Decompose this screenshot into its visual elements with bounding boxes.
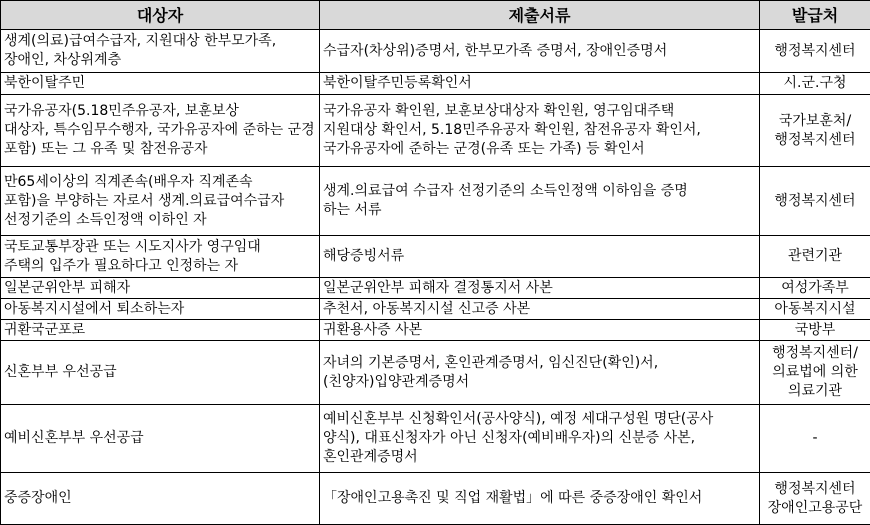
issuer-cell: 아동복지시설	[760, 299, 870, 320]
issuer-cell: 행정복지센터/ 의료법에 의한 의료기관	[760, 341, 870, 405]
issuer-cell: 행정복지센터	[760, 167, 870, 236]
target-cell: 귀환국군포로	[1, 320, 320, 341]
issuer-cell: -	[760, 405, 870, 473]
target-cell: 생계(의료)급여수급자, 지원대상 한부모가족, 장애인, 차상위계층	[1, 30, 320, 73]
documents-cell: 자녀의 기본증명서, 혼인관계증명서, 임신진단(확인)서, (친양자)입양관계증명서	[320, 341, 760, 405]
table-row	[1, 473, 870, 525]
table-row	[1, 167, 870, 236]
target-cell: 중증장애인	[1, 473, 320, 525]
issuer-cell: 여성가족부	[760, 278, 870, 299]
issuer-cell: 행정복지센터 장애인고용공단	[760, 473, 870, 525]
target-cell: 북한이탈주민	[1, 73, 320, 95]
target-cell: 일본군위안부 피해자	[1, 278, 320, 299]
header-documents: 제출서류	[320, 1, 760, 30]
target-cell: 신혼부부 우선공급	[1, 341, 320, 405]
documents-cell: 귀환용사증 사본	[320, 320, 760, 341]
documents-cell: 국가유공자 확인원, 보훈보상대상자 확인원, 영구임대주택 지원대상 확인서, 5.18민주유공자 확인원, 참전유공자 확인서, 국가유공자에 준하는 군경(유족 또는 가족) 등 확인서	[320, 95, 760, 167]
issuer-cell: 시.군.구청	[760, 73, 870, 95]
table-row	[1, 341, 870, 405]
table-row	[1, 405, 870, 473]
issuer-cell: 국가보훈처/ 행정복지센터	[760, 95, 870, 167]
header-issuer: 발급처	[760, 1, 870, 30]
target-cell: 예비신혼부부 우선공급	[1, 405, 320, 473]
documents-cell: 예비신혼부부 신청확인서(공사양식), 예정 세대구성원 명단(공사 양식), 대표신청자가 아닌 신청자(예비배우자)의 신분증 사본, 혼인관계증명서	[320, 405, 760, 473]
issuer-cell: 행정복지센터	[760, 30, 870, 73]
issuer-cell: 관련기관	[760, 236, 870, 278]
documents-cell: 생계.의료급여 수급자 선정기준의 소득인정액 이하임을 증명 하는 서류	[320, 167, 760, 236]
target-cell: 국토교통부장관 또는 시도지사가 영구임대 주택의 입주가 필요하다고 인정하는 자	[1, 236, 320, 278]
table-row	[1, 320, 870, 341]
table-row	[1, 236, 870, 278]
table-row	[1, 278, 870, 299]
table-row	[1, 73, 870, 95]
documents-cell: 추천서, 아동복지시설 신고증 사본	[320, 299, 760, 320]
documents-cell: 일본군위안부 피해자 결정통지서 사본	[320, 278, 760, 299]
target-cell: 아동복지시설에서 퇴소하는자	[1, 299, 320, 320]
table-row	[1, 299, 870, 320]
target-cell: 국가유공자(5.18민주유공자, 보훈보상 대상자, 특수임무수행자, 국가유공자에 준하는 군경 포함) 또는 그 유족 및 참전유공자	[1, 95, 320, 167]
documents-cell: 북한이탈주민등록확인서	[320, 73, 760, 95]
documents-cell: 수급자(차상위)증명서, 한부모가족 증명서, 장애인증명서	[320, 30, 760, 73]
header-target: 대상자	[1, 1, 320, 30]
documents-cell: 해당증빙서류	[320, 236, 760, 278]
target-cell: 만65세이상의 직계존속(배우자 직계존속 포함)을 부양하는 자로서 생계.의료급여수급자 선정기준의 소득인정액 이하인 자	[1, 167, 320, 236]
table-row	[1, 95, 870, 167]
header-row	[1, 1, 870, 30]
documents-cell: 「장애인고용촉진 및 직업 재활법」에 따른 중증장애인 확인서	[320, 473, 760, 525]
table-row	[1, 30, 870, 73]
issuer-cell: 국방부	[760, 320, 870, 341]
